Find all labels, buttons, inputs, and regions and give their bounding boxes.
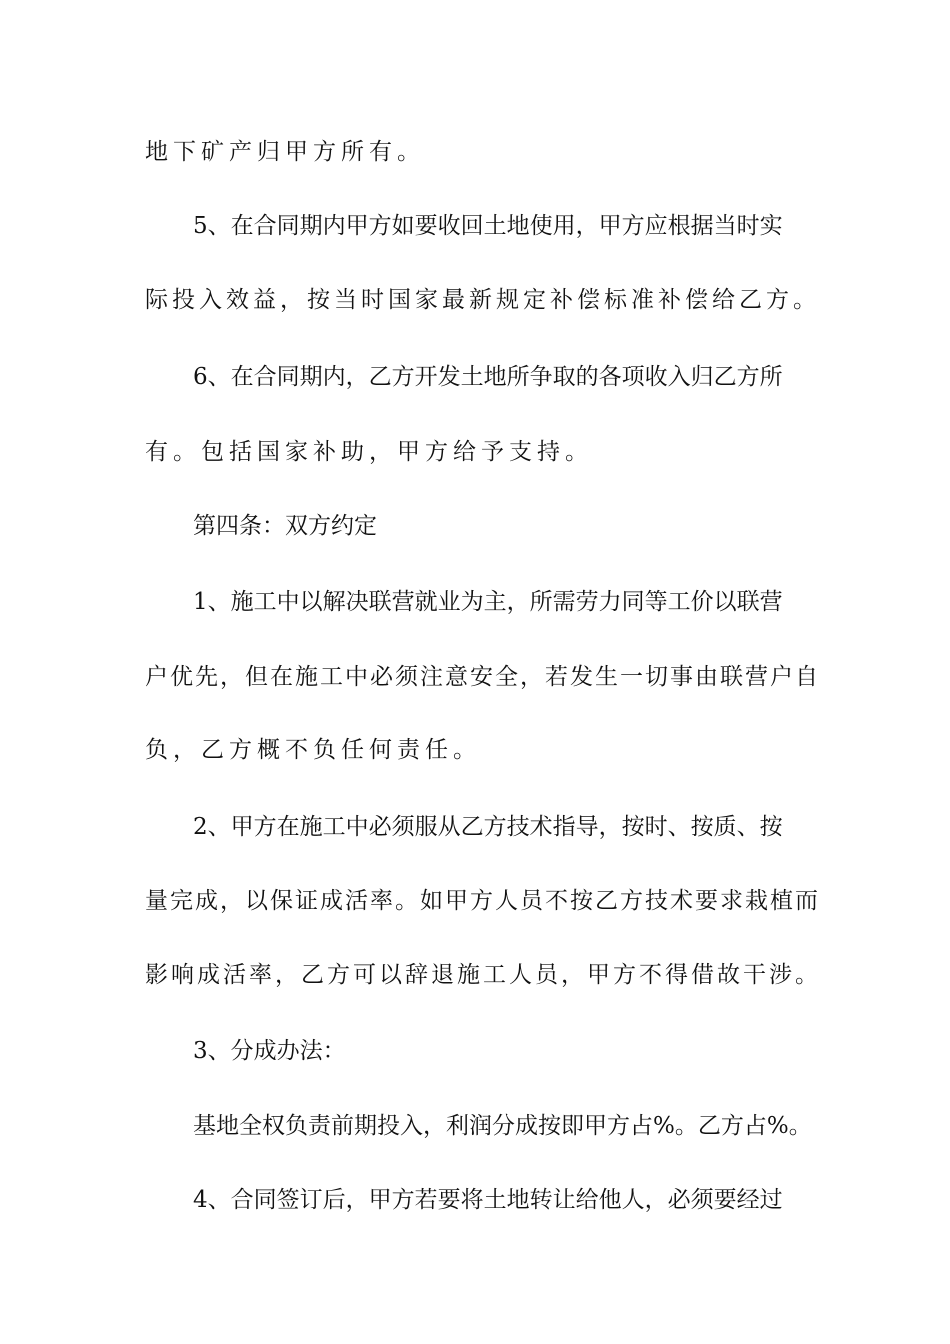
text-line-1: 地下矿产归甲方所有。 [145, 139, 425, 165]
text-line-9: 负，乙方概不负任何责任。 [145, 737, 481, 763]
text-line-8: 户优先，但在施工中必须注意安全，若发生一切事由联营户自 [145, 664, 820, 690]
text-line-5: 有。包括国家补助，甲方给予支持。 [145, 439, 593, 465]
text-line-11: 量完成，以保证成活率。如甲方人员不按乙方技术要求栽植而 [145, 888, 820, 914]
text-line-12: 影响成活率，乙方可以辞退施工人员，甲方不得借故干涉。 [145, 962, 821, 988]
text-line-2: 5、在合同期内甲方如要收回土地使用，甲方应根据当时实 [193, 213, 783, 239]
text-line-10: 2、甲方在施工中必须服从乙方技术指导，按时、按质、按 [193, 814, 783, 840]
text-line-15: 4、合同签订后，甲方若要将土地转让给他人，必须要经过 [193, 1187, 783, 1213]
text-line-14: 基地全权负责前期投入，利润分成按即甲方占%。乙方占%。 [193, 1113, 812, 1139]
text-line-7: 1、施工中以解决联营就业为主，所需劳力同等工价以联营 [193, 589, 783, 615]
section-heading: 第四条：双方约定 [193, 513, 377, 539]
text-line-3: 际投入效益，按当时国家最新规定补偿标准补偿给乙方。 [145, 287, 820, 313]
text-line-4: 6、在合同期内，乙方开发土地所争取的各项收入归乙方所 [193, 364, 783, 390]
text-line-13: 3、分成办法： [193, 1038, 346, 1064]
